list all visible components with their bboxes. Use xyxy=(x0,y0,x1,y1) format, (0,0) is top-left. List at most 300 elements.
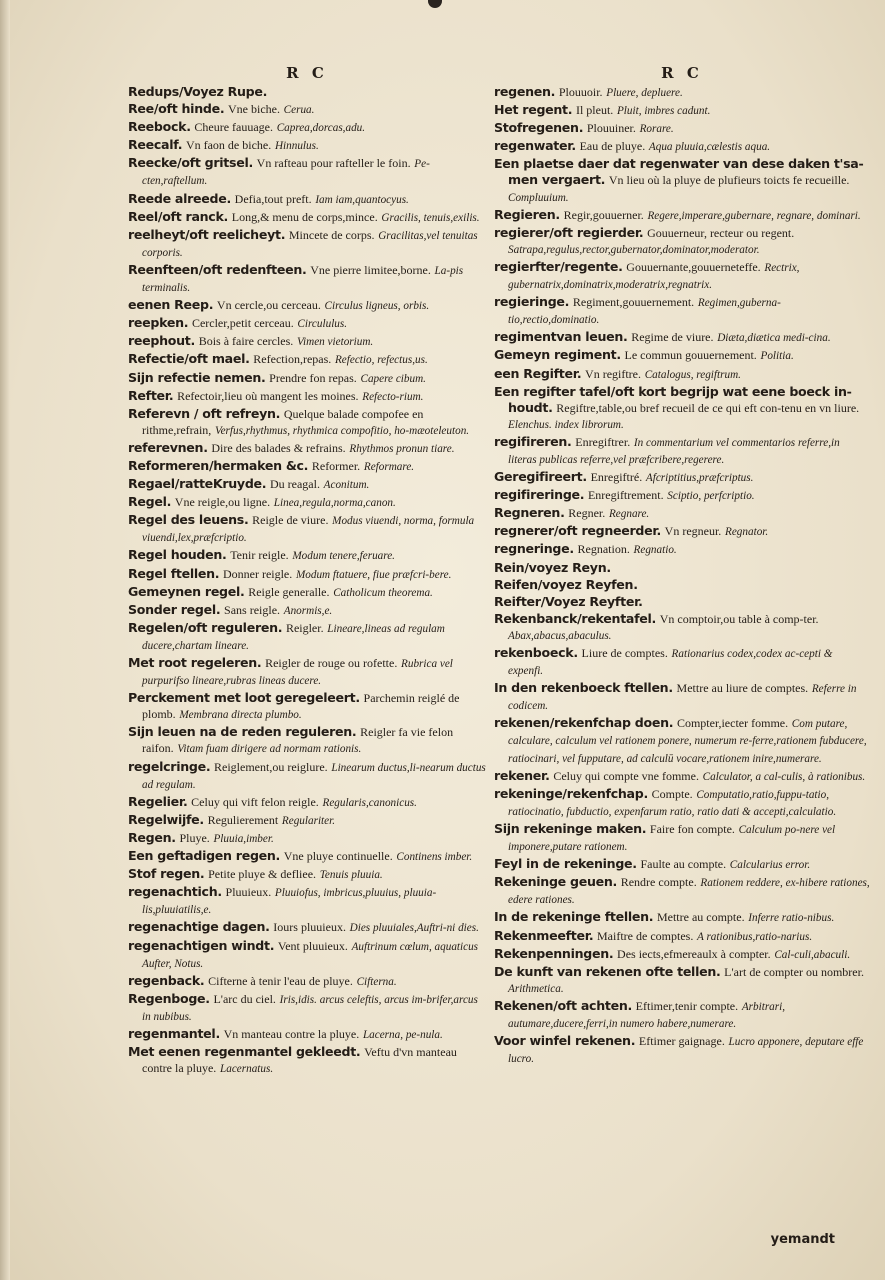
latin-gloss: Aconitum. xyxy=(323,479,370,492)
french-gloss: Cercler,petit cerceau. xyxy=(191,316,294,331)
latin-gloss: Elenchus. index librorum. xyxy=(508,418,624,431)
french-gloss: Compter,iecter fomme. xyxy=(676,716,789,731)
latin-gloss: Reformare. xyxy=(363,460,415,473)
dictionary-entry xyxy=(494,856,870,873)
dictionary-entry xyxy=(128,494,486,511)
dictionary-entry xyxy=(494,998,870,1032)
headword: Sijn leuen na de reden reguleren. xyxy=(128,724,357,740)
french-gloss: Faire fon compte. xyxy=(649,821,735,836)
french-gloss: Vne pierre limitee,borne. xyxy=(310,262,431,277)
french-gloss: Celuy qui compte vne fomme. xyxy=(553,768,699,783)
french-gloss: Vn rafteau pour rafteller le foin. xyxy=(256,156,411,171)
dictionary-entry xyxy=(494,366,870,383)
french-gloss: Donner reigle. xyxy=(222,566,293,581)
dictionary-entry xyxy=(494,84,870,101)
headword: rekener. xyxy=(494,767,550,783)
dictionary-entry xyxy=(128,991,486,1025)
french-gloss: Enregiftrer. xyxy=(575,434,631,449)
headword: Geregifireert. xyxy=(494,469,587,485)
latin-gloss: Pluere, depluere. xyxy=(606,87,683,99)
dictionary-entry xyxy=(494,156,870,205)
french-gloss: Refectoir,lieu où mangent les moines. xyxy=(177,388,359,403)
headword: Rekenpenningen. xyxy=(494,945,614,961)
latin-gloss: Regnator. xyxy=(725,526,769,539)
headword: Stof regen. xyxy=(128,866,205,882)
headword: Een plaetse daer dat regenwater van dese daken t'sa-men vergaert. xyxy=(494,156,864,188)
headword: Reifter/Voyez Reyfter. xyxy=(494,593,643,609)
latin-gloss: Lacernatus. xyxy=(220,1063,274,1076)
headword: Regel houden. xyxy=(128,547,227,563)
latin-gloss: Com putare, calculare, calculum vel rationem ponere, numerum re-ferre,rationem fubducere, ratiocinari, vel fupputare, ad calculū vocare,rationem inire,numerare. xyxy=(508,718,867,765)
latin-gloss: Cal-culi,abaculi. xyxy=(774,948,851,961)
french-gloss: Pluye. xyxy=(179,830,210,845)
french-gloss: Reigle de viure. xyxy=(252,513,329,528)
dictionary-entry xyxy=(494,594,870,610)
headword: Reecalf. xyxy=(128,137,183,153)
headword: Voor winfel rekenen. xyxy=(494,1033,636,1049)
dictionary-entry xyxy=(128,794,486,811)
headword: regnerer/oft regneerder. xyxy=(494,523,661,539)
dictionary-entry xyxy=(128,602,486,619)
dictionary-entry xyxy=(128,119,486,136)
headword: Reede alreede. xyxy=(128,190,231,206)
latin-gloss: Lineare,lineas ad regulam ducere,chartam lineare. xyxy=(142,622,445,652)
french-gloss: Regnation. xyxy=(577,542,630,557)
headword: regieringe. xyxy=(494,294,570,310)
latin-gloss: In commentarium vel commentarios referre,in literas publicas referre,vel præfcribere,regerere. xyxy=(508,436,840,466)
headword: Sijn rekeninge maken. xyxy=(494,820,647,836)
headword: regenback. xyxy=(128,972,205,988)
headword: regenachtich. xyxy=(128,884,222,900)
french-gloss: Rendre compte. xyxy=(620,875,697,890)
dictionary-entry xyxy=(494,102,870,119)
headword: Regel ftellen. xyxy=(128,565,220,581)
latin-gloss: Dies pluuiales,Auftri-ni dies. xyxy=(349,922,479,935)
latin-gloss: Auftrinum cœlum, aquaticus Aufter, Notus. xyxy=(142,940,479,970)
latin-gloss: Refectio, refectus,us. xyxy=(334,354,428,367)
latin-gloss: Abax,abacus,abaculus. xyxy=(508,629,612,642)
dictionary-entry xyxy=(128,370,486,387)
latin-gloss: Aqua pluuia,cælestis aqua. xyxy=(648,141,771,154)
headword: Reformeren/hermaken &c. xyxy=(128,457,309,473)
headword: Ree/oft hinde. xyxy=(128,101,225,117)
top-ink-mark xyxy=(428,0,442,8)
french-gloss: Regner. xyxy=(568,506,606,521)
french-gloss: Regiment,gouuernement. xyxy=(572,295,695,310)
latin-gloss: Regulariter. xyxy=(281,814,336,827)
gutter-shadow xyxy=(0,0,10,1280)
headword: Redups/Voyez Rupe. xyxy=(128,84,268,99)
dictionary-entry xyxy=(494,541,870,558)
french-gloss: Maiftre de comptes. xyxy=(597,928,694,943)
latin-gloss: Gracilitas,vel tenuitas corporis. xyxy=(142,229,478,259)
latin-gloss: Cifterna. xyxy=(356,975,397,988)
dictionary-entry xyxy=(128,724,486,757)
headword: Regelier. xyxy=(128,793,188,809)
french-gloss: Eftimer gaignage. xyxy=(638,1034,725,1049)
french-gloss: Veftu d'vn manteau contre la pluye. xyxy=(142,1045,457,1076)
headword: Reel/oft ranck. xyxy=(128,208,229,224)
latin-gloss: Catholicum theorema. xyxy=(333,586,433,599)
right-column xyxy=(494,62,870,1232)
french-gloss: Vn manteau contre la pluye. xyxy=(223,1026,360,1041)
latin-gloss: Computatio,ratio,fuppu-tatio, ratiocinatio, fubductio, expenfarum ratio, ratio dati & accepti,calculatio. xyxy=(508,788,837,818)
dictionary-entry xyxy=(128,406,486,439)
dictionary-entry xyxy=(494,225,870,258)
headword: Sonder regel. xyxy=(128,601,221,617)
latin-gloss: Diæta,diætica medi-cina. xyxy=(717,332,831,345)
french-gloss: Vn faon de biche. xyxy=(185,138,272,153)
headword: regenen. xyxy=(494,84,556,99)
dictionary-entry xyxy=(494,577,870,593)
french-gloss: Vn comptoir,ou table à comp-ter. xyxy=(659,611,819,626)
latin-gloss: Inferre ratio-nibus. xyxy=(748,912,835,925)
latin-gloss: Linearum ductus,li-nearum ductus ad regulam. xyxy=(142,761,486,791)
headword: rekeninge/rekenfchap. xyxy=(494,785,648,801)
dictionary-entry xyxy=(128,315,486,332)
latin-gloss: Pluuiofus, imbricus,pluuius, pluuia-lis,pluuiatilis,e. xyxy=(142,887,437,917)
latin-gloss: Verfus,rhythmus, rhythmica compofitio, ho-mæoteleuton. xyxy=(215,424,470,437)
latin-gloss: La-pis terminalis. xyxy=(142,264,464,295)
headword: Stofregenen. xyxy=(494,120,584,136)
french-gloss: Mettre au liure de comptes. xyxy=(676,681,809,696)
latin-gloss: Membrana directa plumbo. xyxy=(179,709,302,722)
latin-gloss: Continens imber. xyxy=(396,851,473,864)
french-gloss: Cifterne à tenir l'eau de pluye. xyxy=(208,973,353,988)
headword: Regel des leuens. xyxy=(128,512,249,528)
french-gloss: Eau de pluye. xyxy=(579,139,646,154)
right-entry-list xyxy=(494,84,870,1067)
headword: De kunft van rekenen ofte tellen. xyxy=(494,963,721,979)
dictionary-entry xyxy=(128,938,486,972)
headword: Reecke/oft gritsel. xyxy=(128,155,253,171)
headword: reephout. xyxy=(128,333,195,349)
latin-gloss: Rorare. xyxy=(639,123,674,136)
dictionary-entry xyxy=(494,560,870,576)
dictionary-entry xyxy=(128,101,486,118)
french-gloss: Vne pluye continuelle. xyxy=(283,849,393,864)
headword: reepken. xyxy=(128,315,189,331)
latin-gloss: Rationem reddere, ex-hibere rationes, edere rationes. xyxy=(508,877,870,907)
dictionary-entry xyxy=(494,645,870,679)
dictionary-entry xyxy=(494,1033,870,1067)
dictionary-entry xyxy=(494,434,870,468)
dictionary-entry xyxy=(128,655,486,689)
latin-gloss: Iam iam,quantocyus. xyxy=(315,193,409,206)
french-gloss: Gouuerneur, recteur ou regent. xyxy=(647,225,795,240)
headword: rekenboeck. xyxy=(494,645,578,660)
left-column xyxy=(128,62,486,1222)
french-gloss: Regir,gouuerner. xyxy=(563,207,644,222)
headword: regierer/oft regierder. xyxy=(494,224,644,240)
dictionary-entry xyxy=(494,487,870,504)
latin-gloss: A rationibus,ratio-narius. xyxy=(697,930,813,943)
french-gloss: Dire des balades & refrains. xyxy=(211,440,346,455)
french-gloss: Vne reigle,ou ligne. xyxy=(174,495,271,510)
french-gloss: Enregiftrement. xyxy=(587,488,664,503)
french-gloss: Vent pluuieux. xyxy=(277,938,348,953)
latin-gloss: Regnare. xyxy=(608,508,650,521)
dictionary-entry xyxy=(494,138,870,155)
latin-gloss: Lacerna, pe-nula. xyxy=(362,1028,443,1041)
dictionary-entry xyxy=(494,821,870,855)
headword: Een geftadigen regen. xyxy=(128,848,281,864)
latin-gloss: Cerua. xyxy=(283,104,315,117)
dictionary-entry xyxy=(494,909,870,926)
dictionary-entry xyxy=(128,884,486,918)
latin-gloss: Circululus. xyxy=(297,318,348,331)
headword: regenwater. xyxy=(494,138,576,154)
dictionary-entry xyxy=(128,759,486,793)
french-gloss: Le commun gouuernement. xyxy=(624,348,757,363)
french-gloss: Vn lieu où la pluye de plufieurs toicts fe recueille. xyxy=(608,173,850,188)
latin-gloss: Regularis,canonicus. xyxy=(322,796,417,809)
latin-gloss: Capere cibum. xyxy=(360,372,426,385)
french-gloss: Des iects,efmereaulx à compter. xyxy=(617,946,771,961)
french-gloss: Faulte au compte. xyxy=(640,857,727,872)
french-gloss: Parchemin reiglé de plomb. xyxy=(142,691,460,722)
french-gloss: Regulierement xyxy=(207,812,279,827)
headword: Reebock. xyxy=(128,119,191,135)
dictionary-entry xyxy=(128,512,486,546)
french-gloss: Long,& menu de corps,mince. xyxy=(231,209,378,224)
dictionary-entry xyxy=(128,440,486,457)
dictionary-entry xyxy=(494,715,870,766)
latin-gloss: Pluuia,imber. xyxy=(213,832,274,845)
headword: Rein/voyez Reyn. xyxy=(494,559,611,575)
latin-gloss: Rationarius codex,codex ac-cepti & expenfi. xyxy=(508,648,833,678)
french-gloss: Regime de viure. xyxy=(631,330,714,345)
french-gloss: Tenir reigle. xyxy=(230,548,289,563)
latin-gloss: Gracilis, tenuis,exilis. xyxy=(381,211,480,224)
headword: regierfter/regente. xyxy=(494,258,623,274)
french-gloss: Reigle generalle. xyxy=(248,584,330,599)
headword: Regelwijfe. xyxy=(128,811,204,827)
french-gloss: Reiglement,ou reiglure. xyxy=(214,759,328,774)
latin-gloss: Circulus ligneus, orbis. xyxy=(324,300,430,313)
dictionary-entry xyxy=(128,973,486,990)
dictionary-entry xyxy=(128,476,486,493)
headword: Reenfteen/oft redenfteen. xyxy=(128,261,307,277)
dictionary-entry xyxy=(128,388,486,405)
french-gloss: Petite pluye & defliee. xyxy=(208,867,317,882)
latin-gloss: Politia. xyxy=(760,350,794,363)
french-gloss: Enregiftré. xyxy=(590,470,643,485)
french-gloss: Eftimer,tenir compte. xyxy=(635,998,739,1013)
latin-gloss: Anormis,e. xyxy=(283,604,333,617)
latin-gloss: Rubrica vel purpurifso lineare,rubras lineas ducere. xyxy=(142,658,453,688)
headword: regelcringe. xyxy=(128,758,211,774)
headword: Rekenen/oft achten. xyxy=(494,997,632,1013)
latin-gloss: Satrapa,regulus,rector,gubernator,dominator,moderator. xyxy=(508,243,760,256)
dictionary-entry xyxy=(128,919,486,936)
headword: Het regent. xyxy=(494,102,573,118)
french-gloss: Plouuoir. xyxy=(558,85,603,99)
latin-gloss: Pluit, imbres cadunt. xyxy=(616,105,711,118)
dictionary-entry xyxy=(128,209,486,226)
latin-gloss: Arithmetica. xyxy=(508,982,564,995)
french-gloss: Pluuieux. xyxy=(225,885,272,900)
dictionary-entry xyxy=(494,259,870,293)
dictionary-entry xyxy=(494,294,870,328)
dictionary-entry xyxy=(128,458,486,475)
dictionary-entry xyxy=(494,120,870,137)
left-column-header: R C xyxy=(286,64,328,82)
catchword: yemandt xyxy=(770,1232,835,1247)
headword: regneringe. xyxy=(494,541,574,557)
latin-gloss: Regnatio. xyxy=(633,544,677,557)
latin-gloss: Sciptio, perfcriptio. xyxy=(667,490,755,503)
headword: regifireren. xyxy=(494,433,572,449)
dictionary-entry xyxy=(128,1026,486,1043)
dictionary-entry xyxy=(128,84,486,100)
french-gloss: Vn regneur. xyxy=(664,524,722,539)
dictionary-entry xyxy=(494,874,870,908)
latin-gloss: Regere,imperare,gubernare, regnare, dominari. xyxy=(647,209,861,222)
dictionary-entry xyxy=(128,866,486,883)
headword: rekenen/rekenfchap doen. xyxy=(494,715,674,731)
dictionary-entry xyxy=(494,329,870,346)
dictionary-entry xyxy=(128,812,486,829)
latin-gloss: Caprea,dorcas,adu. xyxy=(276,122,366,135)
headword: regimentvan leuen. xyxy=(494,329,628,345)
latin-gloss: Arbitrari, autumare,ducere,ferri,in numero habere,numerare. xyxy=(508,1000,786,1030)
latin-gloss: Calcularius error. xyxy=(729,859,811,872)
french-gloss: Vn regiftre. xyxy=(585,366,642,381)
left-entry-list xyxy=(128,84,486,1077)
latin-gloss: Lucro apponere, deputare effe lucro. xyxy=(508,1036,864,1066)
dictionary-entry xyxy=(494,680,870,714)
headword: Regen. xyxy=(128,829,176,845)
dictionary-entry xyxy=(128,155,486,189)
dictionary-entry xyxy=(494,523,870,540)
french-gloss: Defia,tout preft. xyxy=(234,191,312,206)
headword: Feyl in de rekeninge. xyxy=(494,856,637,872)
dictionary-entry xyxy=(128,584,486,601)
dictionary-entry xyxy=(128,351,486,368)
french-gloss: L'arc du ciel. xyxy=(213,991,276,1006)
headword: Perckement met loot geregeleert. xyxy=(128,690,360,706)
french-gloss: Vn cercle,ou cerceau. xyxy=(216,298,321,313)
latin-gloss: Modum tenere,feruare. xyxy=(292,550,395,563)
headword: Rekeninge geuen. xyxy=(494,874,618,890)
dictionary-entry xyxy=(128,333,486,350)
headword: Rekenmeefter. xyxy=(494,927,594,943)
headword: referevnen. xyxy=(128,439,208,455)
latin-gloss: Modus viuendi, norma, formula viuendi,lex,præfcriptio. xyxy=(142,515,475,545)
latin-gloss: Calculator, a cal-culis, à rationibus. xyxy=(702,770,866,783)
french-gloss: Du reagal. xyxy=(269,477,320,492)
dictionary-entry xyxy=(128,848,486,865)
headword: eenen Reep. xyxy=(128,297,214,313)
latin-gloss: Regimen,guberna-tio,rectio,dominatio. xyxy=(508,297,781,327)
headword: In den rekenboeck ftellen. xyxy=(494,680,673,696)
dictionary-entry xyxy=(128,830,486,847)
headword: Referevn / oft refreyn. xyxy=(128,405,281,421)
dictionary-entry xyxy=(494,786,870,820)
headword: Met eenen regenmantel gekleedt. xyxy=(128,1044,361,1060)
dictionary-entry xyxy=(494,946,870,963)
headword: regenachtigen windt. xyxy=(128,937,275,953)
dictionary-entry xyxy=(128,620,486,654)
french-gloss: Refection,repas. xyxy=(253,352,332,367)
french-gloss: Mincete de corps. xyxy=(288,227,375,242)
headword: Regael/ratteKruyde. xyxy=(128,476,267,492)
dictionary-entry xyxy=(128,690,486,723)
french-gloss: Reigler fa vie felon raifon. xyxy=(142,725,454,756)
latin-gloss: Linea,regula,norma,canon. xyxy=(273,497,396,510)
french-gloss: Prendre fon repas. xyxy=(269,370,357,385)
french-gloss: Il pleut. xyxy=(575,103,614,118)
headword: regenmantel. xyxy=(128,1025,220,1041)
dictionary-entry xyxy=(494,505,870,522)
headword: reelheyt/oft reelicheyt. xyxy=(128,226,286,242)
latin-gloss: Modum ftatuere, fiue præfcri-bere. xyxy=(295,568,452,581)
right-column-header: R C xyxy=(661,64,703,82)
dictionary-entry xyxy=(494,928,870,945)
latin-gloss: Pe-cten,raftellum. xyxy=(142,158,430,188)
french-gloss: Reigler de rouge ou rofette. xyxy=(265,656,398,670)
dictionary-entry xyxy=(494,768,870,785)
dictionary-entry xyxy=(128,191,486,208)
headword: Met root regeleren. xyxy=(128,655,262,670)
headword: Regelen/oft reguleren. xyxy=(128,619,283,635)
headword: Reifen/voyez Reyfen. xyxy=(494,576,638,592)
headword: regenachtige dagen. xyxy=(128,919,270,935)
headword: Refectie/oft mael. xyxy=(128,351,250,367)
dictionary-entry xyxy=(128,297,486,314)
headword: Sijn refectie nemen. xyxy=(128,369,266,385)
headword: Gemeyn regiment. xyxy=(494,347,621,363)
french-gloss: Regiftre,table,ou bref recueil de ce qui eft con-tenu en vn liure. xyxy=(556,400,860,415)
dictionary-entry xyxy=(494,611,870,644)
dictionary-entry xyxy=(128,566,486,583)
french-gloss: Bois à faire cercles. xyxy=(198,334,294,349)
headword: In de rekeninge ftellen. xyxy=(494,909,654,925)
dictionary-entry xyxy=(128,137,486,154)
dictionary-entry xyxy=(494,347,870,364)
headword: Regneren. xyxy=(494,505,565,521)
headword: Regieren. xyxy=(494,206,560,222)
latin-gloss: Vimen vietorium. xyxy=(297,336,374,349)
latin-gloss: Refecto-rium. xyxy=(362,390,424,403)
latin-gloss: Referre in codicem. xyxy=(508,683,857,713)
latin-gloss: Afcriptitius,præfcriptus. xyxy=(645,472,754,485)
headword: Gemeynen regel. xyxy=(128,583,245,599)
french-gloss: Iours pluuieux. xyxy=(273,920,346,935)
headword: Rekenbanck/rekentafel. xyxy=(494,610,657,626)
french-gloss: Reformer. xyxy=(311,458,361,473)
french-gloss: Quelque balade compofee en rithme,refrain, xyxy=(142,406,424,437)
dictionary-entry xyxy=(128,547,486,564)
headword: een Regifter. xyxy=(494,365,582,381)
dictionary-entry xyxy=(494,964,870,997)
latin-gloss: Compluuium. xyxy=(508,191,569,204)
latin-gloss: Vitam fuam dirigere ad normam rationis. xyxy=(177,743,362,756)
french-gloss: Compte. xyxy=(651,786,693,801)
dictionary-entry xyxy=(494,469,870,486)
french-gloss: Sans reigle. xyxy=(224,602,281,617)
headword: regifireringe. xyxy=(494,487,585,503)
headword: Regenboge. xyxy=(128,990,210,1006)
french-gloss: Plouuiner. xyxy=(586,121,636,136)
latin-gloss: Catalogus, regiftrum. xyxy=(644,368,741,381)
dictionary-entry xyxy=(494,384,870,433)
headword: Een regifter tafel/oft kort begrijp wat eene boeck in-houdt. xyxy=(494,383,852,415)
latin-gloss: Rhythmos pronun tiare. xyxy=(349,442,455,455)
latin-gloss: Iris,idis. arcus celeftis, arcus im-brifer,arcus in nubibus. xyxy=(142,993,478,1023)
latin-gloss: Tenuis pluuia. xyxy=(319,869,383,882)
